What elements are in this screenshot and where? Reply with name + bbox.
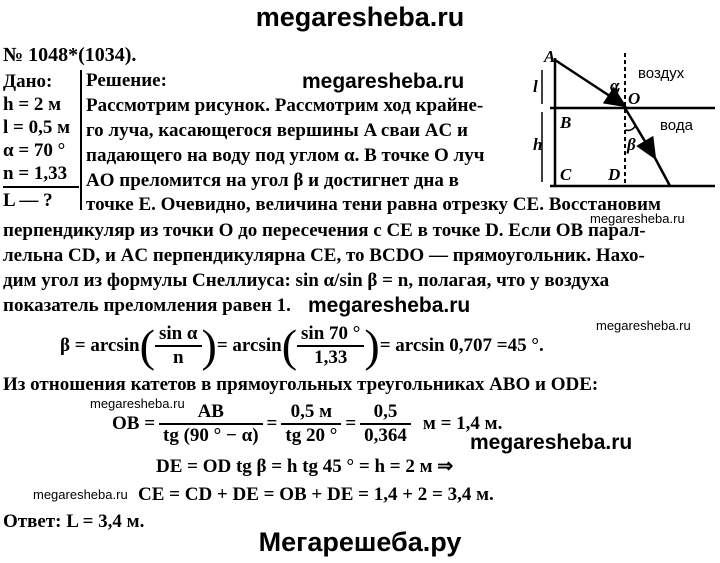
paren-close-1: ) [201,320,217,371]
paren-open-2: ( [281,320,298,371]
given-n: n = 1,33 [3,163,68,184]
formula-beta [60,318,544,374]
given-separator [80,70,82,210]
refracted-ray-end [655,158,670,186]
site-watermark-top: megaresheba.ru [255,2,465,32]
watermark-mid-2: megaresheba.ru [308,294,471,317]
label-D: D [608,165,621,184]
formula-ob [112,398,502,450]
fraction-num: 0,5 [373,401,398,422]
fraction-num: sin α [158,323,198,344]
fraction-sin-alpha-n [155,323,202,369]
label-water: вода [660,117,693,134]
given-header: Дано: [3,71,53,92]
label-B: B [560,113,572,132]
text-line-2: го луча, касающегося вершины A сваи AC и [86,120,468,141]
text-line-4: AO преломится на угол β и достигнет дна в [86,170,459,191]
text-line-1: Рассмотрим рисунок. Рассмотрим ход крайне- [86,95,484,116]
formula-de: DE = OD tg β = h tg 45 ° = h = 2 м ⇒ [156,456,454,477]
fraction-num: 0,5 м [290,401,333,422]
formula-ob-eq2: = [345,413,357,434]
watermark-small-1: megaresheba.ru [590,211,685,226]
text-line-6: перпендикуляр из точки O до пересечения с CE в точке D. Если OB парал- [3,220,646,241]
label-C: C [560,165,572,184]
text-line-9: показатель преломления равен 1. [3,295,291,316]
fraction-den: 0,364 [360,423,411,447]
paren-close-2: ) [364,320,380,371]
fraction-num: AB [197,401,224,422]
fraction-num: sin 70 ° [301,323,361,344]
formula-ob-eq1: = [266,413,278,434]
text-line-7: лельна CD, и AC перпендикулярна CE, то BCDO — прямоугольник. Нахо- [3,245,645,266]
fraction-05-0364 [360,401,411,447]
text-line-8: дим угол из формулы Снеллиуса: sin α/sin β = n, полагая, что у воздуха [3,270,610,291]
label-A: A [544,48,556,66]
formula-beta-mid: = arcsin [216,335,282,356]
fraction-den: tg (90 ° − α) [159,423,263,447]
text-line-10: Из отношения катетов в прямоугольных треугольниках ABO и ODE: [3,374,599,395]
label-alpha: α [610,76,620,95]
label-l: l [533,77,538,96]
given-alpha: α = 70 ° [3,140,66,161]
watermark-small-3: megaresheba.ru [90,396,185,411]
label-h: h [533,135,543,154]
problem-number: № 1048*(1034). [3,44,137,66]
given-h: h = 2 м [3,94,62,115]
watermark-mid-1: megaresheba.ru [302,70,465,93]
answer: Ответ: L = 3,4 м. [3,511,145,532]
label-beta: β [627,135,636,154]
fraction-05-tg20 [281,401,341,447]
fraction-den: tg 20 ° [281,423,341,447]
fraction-den: n [155,345,202,369]
watermark-mid-3: megaresheba.ru [470,431,633,454]
fraction-den: 1,33 [297,345,364,369]
label-O: O [628,89,641,108]
text-line-5: точке E. Очевидно, величина тени равна отрезку CE. Восстановим [86,194,661,215]
label-air: воздух [638,65,685,82]
text-line-3: падающего на воду под углом α. В точке O луч [86,145,485,166]
formula-beta-rhs: = arcsin 0,707 =45 °. [379,335,544,356]
fraction-sin70-n [297,323,364,369]
solution-header: Решение: [86,70,167,91]
site-watermark-bottom: Мегарешеба.ру [258,527,462,557]
fraction-ab-tg [159,401,263,447]
formula-beta-lhs: β = arcsin [60,335,140,356]
given-divider [3,186,79,188]
formula-ob-lhs: OB = [112,413,156,434]
formula-ce: CE = CD + DE = OB + DE = 1,4 + 2 = 3,4 м. [138,484,494,505]
given-l: l = 0,5 м [3,117,71,138]
formula-ob-rhs: м = 1,4 м. [422,413,503,434]
watermark-small-4: megaresheba.ru [33,487,128,502]
watermark-small-2: megaresheba.ru [596,318,691,333]
figure-diagram [530,48,715,193]
paren-open-1: ( [139,320,155,371]
find-value: L — ? [3,190,53,211]
